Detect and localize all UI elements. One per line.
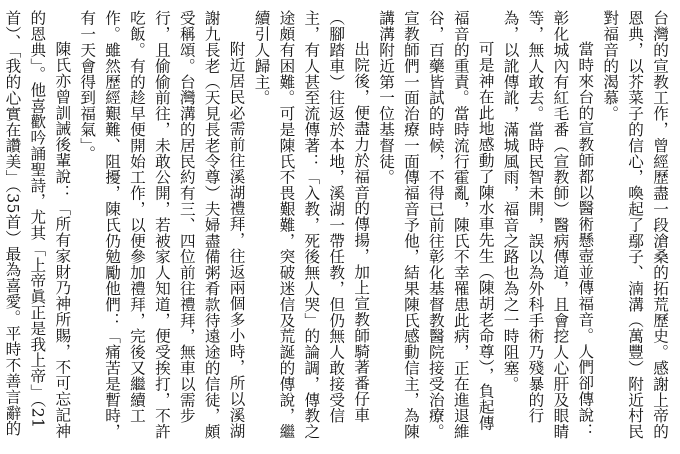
paragraph-missionary-medicine: 當時來台的宣教師都以醫術懸壺並傳福音。人們卻傳說：彰化城內有紅毛番（宣教師）醫病傳道，且會挖人心肝及眼睛等，無人敢去。當時民智未開，誤以為外科手術乃殘暴的行為，以訛傳訛，滿城風雨，福音之路也為之一時阻塞。: [501, 10, 595, 440]
paragraph-chen-conversion: 可是神在此地感動了陳水車先生（陳胡老命尊），負起傳福音的重責。當時流行霍亂，陳氏不幸罹患此病，正在進退維谷，百藥皆試的時候，不得已前往彰化基督教醫院接受治療。宣教師們一面治療一面傳福音予他，結果陳氏感動信主，為陳講溝附近第一位基督徒。: [377, 10, 495, 440]
article-body: [3, 10, 672, 444]
paragraph-hymns: 陳氏亦曾訓誡後輩說：「所有家財乃神所賜，不可忘記神的恩典」。他喜歡吟誦聖詩，尤其「上帝眞正是我上帝」（21首）、「我的心實在讚美」（35首）最為喜愛。平時不善言辭的: [3, 10, 72, 439]
paragraph-worship-journey: 附近居民必需前往溪湖禮拜，往返兩個多小時，所以溪湖謝九長老（天見長老令尊）夫婦盡備粥肴款待遠途的信徒，頗受稱頌。台灣溝的居民約有三、四位前往禮拜，無車以需步行，且偷偷前往，未敢公開，若被家人知道，便受挨打，不許吃飯。有的趁早便開始工作，以便參加禮拜，完後又繼續工作。雖然歷經艱難、阻擾，陳氏仍勉勵他們：「痛苦是暫時，有一天會得到福氣」。: [78, 10, 246, 440]
paragraph-intro: 台灣的宣教工作，曾經歷盡一段滄桑的拓荒歷史。感謝上帝的恩典，以芥菜子的信心，喚起了鄢子、湳溝（萬豐）附近村民對福音的渴慕。: [601, 10, 669, 440]
paragraph-evangelism: 出院後，便盡力於福音的傳揚，加上宣教師騎著番仔車（腳踏車）往返於本地，溪湖一帶任教，但仍無人敢接受信主，有人甚至流傳著：「入教，死後無人哭」的論調，傳教之途頗有困難。可是陳氏不畏艱難，突破迷信及荒誕的傳說，繼續引人歸主。: [252, 10, 371, 440]
